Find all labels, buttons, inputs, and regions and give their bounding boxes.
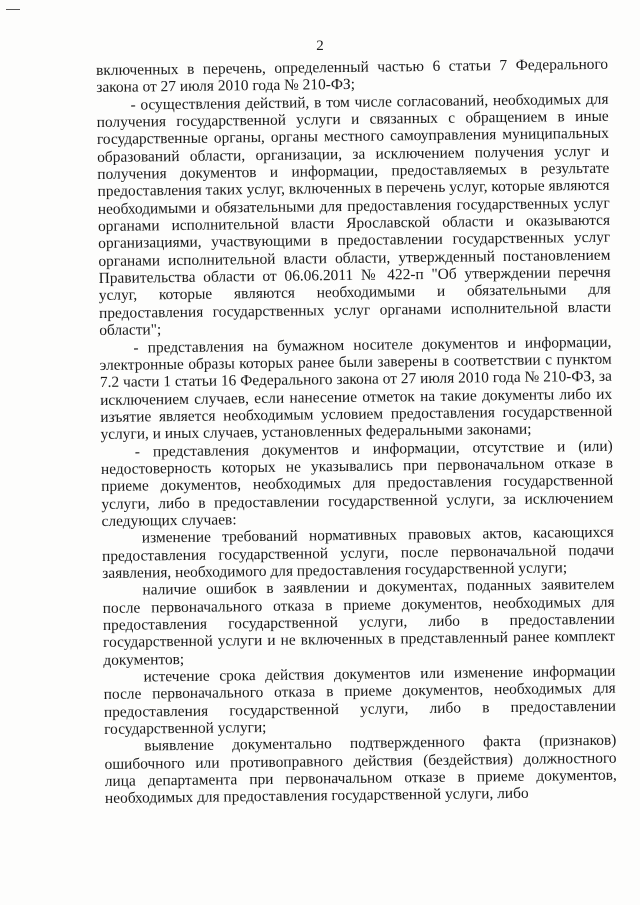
scan-corner-mark <box>6 9 20 10</box>
paragraph-case-expiry: истечение срока действия документов или изменение информации после первоначального отказа в приеме документов, необходимых для предоставления государственной услуги, либо в предоставлении государственной услуги; <box>103 662 617 739</box>
document-body <box>96 56 617 808</box>
paragraph-case-official-error: выявление документально подтвержденного факта (признаков) ошибочного или противоправного действия (бездействия) должностного лица департамента при первоначальном отказе в приеме документов, необходимых для предоставления государственной услуги, либо <box>104 732 617 808</box>
paragraph-continuation: включенных в перечень, определенный частью 6 статьи 7 Федерального закона от 27 июля 2010 года № 210-ФЗ; <box>96 55 609 97</box>
paragraph-case-errors: наличие ошибок в заявлении и документах, поданных заявителем после первоначального отказа в приеме документов, необходимых для предоставления государственной услуги, либо в предоставлении государственной услуги и не включенных в представленный ранее комплект документов; <box>102 576 616 669</box>
paragraph-missing-documents: - представления документов и информации, отсутствие и (или) недостоверность которых не указывались при первоначальном отказе в приеме документов, необходимых для предоставления государственной услуги, либо в предоставлении государственной услуги, за исключением следующих случаев: <box>100 437 614 530</box>
paragraph-actions-approvals: - осуществления действий, в том числе согласований, необходимых для получения государственной услуги и связанных с обращением в иные государственные органы, органы местного самоуправления муниципальных образований области, организации, за исключением получения услуг и получения документов и информации, предоставляемых в результате предоставления таких услуг, включенных в перечень услуг, которые являются необходимыми и обязательными для предоставления государственных услуг органами исполнительной власти Ярославской области и оказываются организациями, участвующими в предоставлении государственных услуг органами исполнительной власти области, утвержденный постановлением Правительства области от 06.06.2011 № 422-п "Об утверждении перечня услуг, которые являются необходимыми и обязательными для предоставления государственных услуг органами исполнительной власти области"; <box>96 90 612 340</box>
paragraph-paper-documents: - представления на бумажном носителе документов и информации, электронные образы которых ранее были заверены в соответствии с пунктом 7.2 части 1 статьи 16 Федерального закона от 27 июля 2010 года № 210-ФЗ, за исключением случаев, если нанесение отметок на такие документы либо их изъятие является необходимым условием предоставления государственной услуги, и иных случаев, установленных федеральными законами; <box>99 333 613 444</box>
paragraph-case-regulation-change: изменение требований нормативных правовых актов, касающихся предоставления государственной услуги, после первоначальной подачи заявления, необходимого для предоставления государственной услуги; <box>101 523 615 582</box>
page-number: 2 <box>316 38 324 54</box>
